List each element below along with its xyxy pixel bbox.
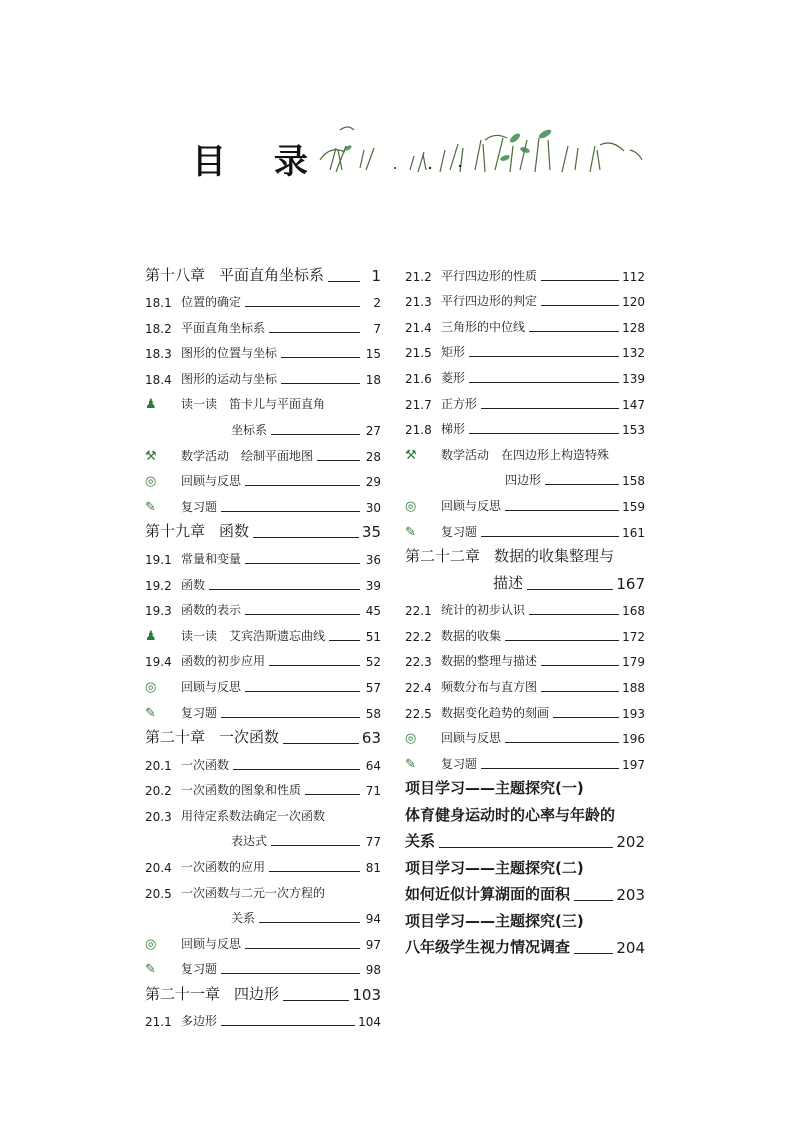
toc-entry[interactable] bbox=[405, 695, 645, 721]
chapter-number: 第二十一章 bbox=[145, 984, 221, 1003]
entry-title: 一次函数 bbox=[181, 757, 230, 772]
toc-entry[interactable] bbox=[145, 747, 381, 773]
page-number: 27 bbox=[365, 424, 381, 439]
toc-entry[interactable] bbox=[405, 593, 645, 619]
entry-title: 回顾与反思 bbox=[181, 679, 242, 694]
page-number: 35 bbox=[361, 523, 381, 542]
page-number: 153 bbox=[622, 423, 645, 438]
toc-entry[interactable] bbox=[405, 772, 645, 799]
page-number: 7 bbox=[373, 321, 381, 336]
section-number: 21.2 bbox=[405, 269, 432, 284]
section-number: 20.3 bbox=[145, 809, 172, 824]
entry-title: 统计的初步认识 bbox=[441, 603, 526, 618]
grass-decoration-icon bbox=[300, 110, 660, 190]
page-number: 29 bbox=[365, 475, 381, 490]
toc-entry[interactable] bbox=[145, 387, 381, 413]
leader-line bbox=[245, 306, 360, 307]
toc-entry[interactable] bbox=[145, 285, 381, 311]
section-number: 22.2 bbox=[405, 629, 432, 644]
leader-line bbox=[305, 794, 360, 795]
leader-line bbox=[553, 717, 619, 718]
entry-title: 回顾与反思 bbox=[181, 936, 242, 951]
toc-entry[interactable] bbox=[405, 825, 645, 852]
section-number: 22.5 bbox=[405, 706, 432, 721]
leader-line bbox=[283, 743, 359, 744]
entry-title: 多边形 bbox=[181, 1014, 218, 1029]
chapter-number: 第十九章 bbox=[145, 522, 206, 541]
page-number: 139 bbox=[622, 371, 645, 386]
leader-line bbox=[469, 382, 619, 383]
page-number: 45 bbox=[365, 604, 381, 619]
page-number: 63 bbox=[361, 729, 381, 747]
leader-line bbox=[469, 433, 619, 434]
section-number: 18.2 bbox=[145, 321, 172, 336]
toc-entry[interactable] bbox=[145, 901, 381, 927]
page-title: 目 录 bbox=[192, 142, 326, 182]
leader-line bbox=[541, 665, 619, 666]
entry-title: 一次函数与二元一次方程的 bbox=[181, 885, 326, 900]
toc-left-column bbox=[145, 258, 381, 1029]
toc-entry[interactable] bbox=[145, 695, 381, 721]
page-number: 188 bbox=[622, 680, 645, 695]
page-number: 204 bbox=[616, 939, 645, 958]
toc-entry[interactable] bbox=[405, 851, 645, 878]
exercise-icon: ✎ bbox=[145, 962, 156, 978]
toc-entry[interactable] bbox=[145, 464, 381, 490]
leader-line bbox=[233, 769, 360, 770]
toc-entry[interactable] bbox=[145, 541, 381, 567]
toc-entry[interactable] bbox=[405, 386, 645, 412]
entry-title: 常量和变量 bbox=[181, 551, 242, 566]
entry-title: 数据的整理与描述 bbox=[441, 654, 538, 669]
section-number: 19.4 bbox=[145, 655, 172, 670]
page-number: 30 bbox=[365, 500, 381, 515]
section-number: 21.5 bbox=[405, 346, 432, 361]
toc-entry[interactable] bbox=[145, 618, 381, 644]
leader-line bbox=[505, 640, 619, 641]
entry-title: 复习题 bbox=[441, 756, 478, 771]
section-number: 21.6 bbox=[405, 371, 432, 386]
page-number: 159 bbox=[622, 499, 645, 514]
toc-entry[interactable] bbox=[145, 849, 381, 875]
leader-line bbox=[317, 460, 360, 461]
leader-line bbox=[541, 305, 619, 306]
entry-title: 关系 bbox=[231, 911, 256, 926]
entry-title: 关系 bbox=[405, 832, 436, 851]
entry-title: 函数的表示 bbox=[181, 603, 242, 618]
toc-entry[interactable] bbox=[405, 798, 645, 825]
entry-title: 项目学习——主题探究(三) bbox=[405, 911, 584, 930]
leader-line bbox=[529, 331, 619, 332]
section-number: 18.1 bbox=[145, 296, 172, 311]
toc-entry[interactable] bbox=[145, 1004, 381, 1030]
leader-line bbox=[481, 768, 619, 769]
toc-entry[interactable] bbox=[145, 875, 381, 901]
chapter-number: 第二十章 bbox=[145, 728, 206, 746]
leader-line bbox=[574, 900, 613, 901]
leader-line bbox=[481, 536, 619, 537]
toc-entry[interactable] bbox=[405, 514, 645, 540]
section-number: 22.1 bbox=[405, 604, 432, 619]
toc-entry[interactable] bbox=[405, 746, 645, 772]
entry-title: 梯形 bbox=[441, 422, 466, 437]
section-number: 18.3 bbox=[145, 347, 172, 362]
page-number: 112 bbox=[622, 269, 645, 284]
leader-line bbox=[253, 537, 359, 538]
reading-icon: ♟ bbox=[145, 397, 157, 413]
toc-entry[interactable] bbox=[405, 644, 645, 670]
entry-title: 平面直角坐标系 bbox=[181, 320, 266, 335]
toc-entry[interactable] bbox=[405, 904, 645, 931]
toc-entry[interactable] bbox=[145, 977, 381, 1004]
entry-title: 描述 bbox=[493, 573, 524, 592]
page-number: 64 bbox=[365, 758, 381, 773]
leader-line bbox=[269, 332, 360, 333]
entry-title: 回顾与反思 bbox=[441, 731, 502, 746]
entry-title: 体育健身运动时的心率与年龄的 bbox=[405, 805, 616, 824]
page-number: 15 bbox=[365, 347, 381, 362]
chapter-number: 第十八章 bbox=[145, 265, 206, 284]
leader-line bbox=[245, 948, 360, 949]
chapter-number: 第二十二章 bbox=[405, 547, 481, 566]
leader-line bbox=[269, 871, 360, 872]
leader-line bbox=[505, 510, 619, 511]
section-number: 20.4 bbox=[145, 860, 172, 875]
section-number: 19.3 bbox=[145, 604, 172, 619]
entry-title: 用待定系数法确定一次函数 bbox=[181, 808, 326, 823]
toc-entry[interactable] bbox=[405, 412, 645, 438]
leader-line bbox=[283, 1000, 349, 1001]
section-number: 21.1 bbox=[145, 1015, 172, 1030]
exercise-icon: ✎ bbox=[405, 524, 416, 540]
section-number: 19.1 bbox=[145, 552, 172, 567]
entry-title: 四边形 bbox=[505, 473, 542, 488]
exercise-icon: ✎ bbox=[145, 705, 156, 721]
entry-title: 数据变化趋势的刻画 bbox=[441, 705, 550, 720]
toc-entry[interactable] bbox=[405, 618, 645, 644]
entry-title: 如何近似计算湖面的面积 bbox=[405, 885, 571, 904]
leader-line bbox=[281, 383, 360, 384]
page-number: 104 bbox=[358, 1015, 381, 1030]
entry-title: 平面直角坐标系 bbox=[219, 265, 325, 284]
page-number: 203 bbox=[616, 886, 645, 905]
entry-title: 项目学习——主题探究(二) bbox=[405, 858, 584, 877]
entry-title: 八年级学生视力情况调查 bbox=[405, 938, 571, 957]
leader-line bbox=[505, 742, 619, 743]
entry-title: 函数 bbox=[219, 522, 250, 541]
toc-entry[interactable] bbox=[145, 567, 381, 593]
exercise-icon: ✎ bbox=[405, 756, 416, 772]
page-number: 97 bbox=[365, 937, 381, 952]
toc-entry[interactable] bbox=[145, 721, 381, 748]
page-number: 18 bbox=[365, 372, 381, 387]
entry-title: 一次函数 bbox=[219, 728, 280, 746]
toc-entry[interactable] bbox=[145, 644, 381, 670]
leader-line bbox=[529, 614, 619, 615]
review-icon: ◎ bbox=[405, 731, 417, 747]
section-number: 21.7 bbox=[405, 397, 432, 412]
entry-title: 四边形 bbox=[234, 984, 280, 1003]
leader-line bbox=[469, 356, 619, 357]
entry-title: 数据的收集整理与 bbox=[494, 547, 615, 566]
page-number: 196 bbox=[622, 732, 645, 747]
page-number: 52 bbox=[365, 655, 381, 670]
section-number: 18.4 bbox=[145, 372, 172, 387]
page-number: 179 bbox=[622, 655, 645, 670]
toc-entry[interactable] bbox=[405, 540, 645, 567]
leader-line bbox=[209, 589, 360, 590]
leader-line bbox=[245, 691, 360, 692]
review-icon: ◎ bbox=[145, 936, 157, 952]
toc-entry[interactable] bbox=[405, 335, 645, 361]
toc-entry[interactable] bbox=[145, 515, 381, 542]
leader-line bbox=[269, 665, 360, 666]
page-number: 2 bbox=[373, 296, 381, 311]
entry-title: 数学活动 在四边形上构造特殊 bbox=[441, 447, 610, 462]
toc-entry[interactable] bbox=[145, 824, 381, 850]
page-number: 39 bbox=[365, 578, 381, 593]
leader-line bbox=[221, 973, 360, 974]
entry-title: 一次函数的图象和性质 bbox=[181, 783, 302, 798]
leader-line bbox=[541, 280, 619, 281]
toc-entry[interactable] bbox=[405, 437, 645, 463]
leader-line bbox=[271, 845, 360, 846]
section-number: 20.2 bbox=[145, 784, 172, 799]
section-number: 19.2 bbox=[145, 578, 172, 593]
leader-line bbox=[574, 953, 613, 954]
toc-right-column bbox=[405, 258, 645, 957]
leader-line bbox=[259, 922, 360, 923]
toc-entry[interactable] bbox=[145, 773, 381, 799]
section-number: 20.5 bbox=[145, 886, 172, 901]
toc-entry[interactable] bbox=[405, 669, 645, 695]
toc-entry[interactable] bbox=[145, 952, 381, 978]
page-number: 167 bbox=[616, 574, 645, 593]
page-number: 161 bbox=[622, 525, 645, 540]
page-number: 103 bbox=[352, 985, 381, 1004]
page-number: 94 bbox=[365, 912, 381, 927]
entry-title: 位置的确定 bbox=[181, 295, 242, 310]
leader-line bbox=[221, 511, 360, 512]
page-number: 193 bbox=[622, 706, 645, 721]
section-number: 22.3 bbox=[405, 655, 432, 670]
toc-entry[interactable] bbox=[405, 463, 645, 489]
toc-entry[interactable] bbox=[145, 798, 381, 824]
reading-icon: ♟ bbox=[145, 628, 157, 644]
page-number: 51 bbox=[365, 629, 381, 644]
page-number: 28 bbox=[365, 449, 381, 464]
toc-entry[interactable] bbox=[145, 489, 381, 515]
toc-entry[interactable] bbox=[145, 412, 381, 438]
entry-title: 坐标系 bbox=[231, 423, 268, 438]
entry-title: 读一读 笛卡儿与平面直角 bbox=[181, 397, 326, 412]
entry-title: 矩形 bbox=[441, 345, 466, 360]
entry-title: 回顾与反思 bbox=[181, 474, 242, 489]
page-number: 1 bbox=[371, 266, 381, 285]
leader-line bbox=[221, 717, 360, 718]
entry-title: 读一读 艾宾浩斯遗忘曲线 bbox=[181, 628, 326, 643]
leader-line bbox=[245, 614, 360, 615]
toc-entry[interactable] bbox=[405, 566, 645, 593]
entry-title: 函数 bbox=[181, 577, 206, 592]
section-number: 21.8 bbox=[405, 423, 432, 438]
entry-title: 数学活动 绘制平面地图 bbox=[181, 448, 314, 463]
page-number: 202 bbox=[616, 833, 645, 852]
leader-line bbox=[439, 847, 613, 848]
entry-title: 回顾与反思 bbox=[441, 498, 502, 513]
section-number: 21.4 bbox=[405, 320, 432, 335]
page-number: 98 bbox=[365, 963, 381, 978]
page-number: 77 bbox=[365, 835, 381, 850]
entry-title: 一次函数的应用 bbox=[181, 859, 266, 874]
leader-line bbox=[329, 640, 360, 641]
toc-entry[interactable] bbox=[145, 669, 381, 695]
entry-title: 复习题 bbox=[181, 962, 218, 977]
entry-title: 项目学习——主题探究(一) bbox=[405, 779, 584, 798]
entry-title: 图形的位置与坐标 bbox=[181, 346, 278, 361]
review-icon: ◎ bbox=[145, 474, 157, 490]
entry-title: 频数分布与直方图 bbox=[441, 679, 538, 694]
toc-entry[interactable] bbox=[145, 310, 381, 336]
toc-entry[interactable] bbox=[145, 926, 381, 952]
leader-line bbox=[245, 563, 360, 564]
entry-title: 数据的收集 bbox=[441, 628, 502, 643]
entry-title: 复习题 bbox=[441, 524, 478, 539]
toc-entry[interactable] bbox=[145, 336, 381, 362]
page-number: 57 bbox=[365, 680, 381, 695]
leader-line bbox=[281, 357, 360, 358]
leader-line bbox=[541, 691, 619, 692]
toc-entry[interactable] bbox=[405, 878, 645, 905]
page-number: 128 bbox=[622, 320, 645, 335]
leader-line bbox=[271, 434, 360, 435]
section-number: 22.4 bbox=[405, 680, 432, 695]
page-number: 172 bbox=[622, 629, 645, 644]
entry-title: 平行四边形的性质 bbox=[441, 268, 538, 283]
page-number: 158 bbox=[622, 474, 645, 489]
section-number: 20.1 bbox=[145, 758, 172, 773]
leader-line bbox=[328, 281, 360, 282]
entry-title: 表达式 bbox=[231, 834, 268, 849]
entry-title: 复习题 bbox=[181, 499, 218, 514]
entry-title: 正方形 bbox=[441, 396, 478, 411]
toc-entry[interactable] bbox=[145, 361, 381, 387]
page-number: 36 bbox=[365, 552, 381, 567]
entry-title: 函数的初步应用 bbox=[181, 654, 266, 669]
page-number: 168 bbox=[622, 604, 645, 619]
entry-title: 菱形 bbox=[441, 370, 466, 385]
leader-line bbox=[545, 484, 619, 485]
entry-title: 三角形的中位线 bbox=[441, 319, 526, 334]
page-number: 81 bbox=[365, 860, 381, 875]
entry-title: 复习题 bbox=[181, 705, 218, 720]
review-icon: ◎ bbox=[405, 498, 417, 514]
toc-entry[interactable] bbox=[145, 593, 381, 619]
page-number: 147 bbox=[622, 397, 645, 412]
activity-icon: ⚒ bbox=[145, 448, 157, 464]
toc-entry[interactable] bbox=[145, 438, 381, 464]
leader-line bbox=[481, 408, 619, 409]
page-number: 71 bbox=[365, 784, 381, 799]
section-number: 21.3 bbox=[405, 295, 432, 310]
toc-entry[interactable] bbox=[405, 360, 645, 386]
entry-title: 图形的运动与坐标 bbox=[181, 371, 278, 386]
toc-entry[interactable] bbox=[405, 488, 645, 514]
leader-line bbox=[245, 485, 360, 486]
toc-entry[interactable] bbox=[405, 721, 645, 747]
leader-line bbox=[221, 1025, 355, 1026]
page-number: 197 bbox=[622, 757, 645, 772]
review-icon: ◎ bbox=[145, 679, 157, 695]
toc-entry[interactable] bbox=[145, 258, 381, 285]
leader-line bbox=[527, 589, 613, 590]
page-number: 58 bbox=[365, 706, 381, 721]
toc-entry[interactable] bbox=[405, 309, 645, 335]
toc-entry[interactable] bbox=[405, 931, 645, 958]
page-number: 132 bbox=[622, 346, 645, 361]
page-number: 120 bbox=[622, 295, 645, 310]
activity-icon: ⚒ bbox=[405, 447, 417, 463]
toc-entry[interactable] bbox=[405, 284, 645, 310]
entry-title: 平行四边形的判定 bbox=[441, 294, 538, 309]
toc-entry[interactable] bbox=[405, 258, 645, 284]
exercise-icon: ✎ bbox=[145, 499, 156, 515]
